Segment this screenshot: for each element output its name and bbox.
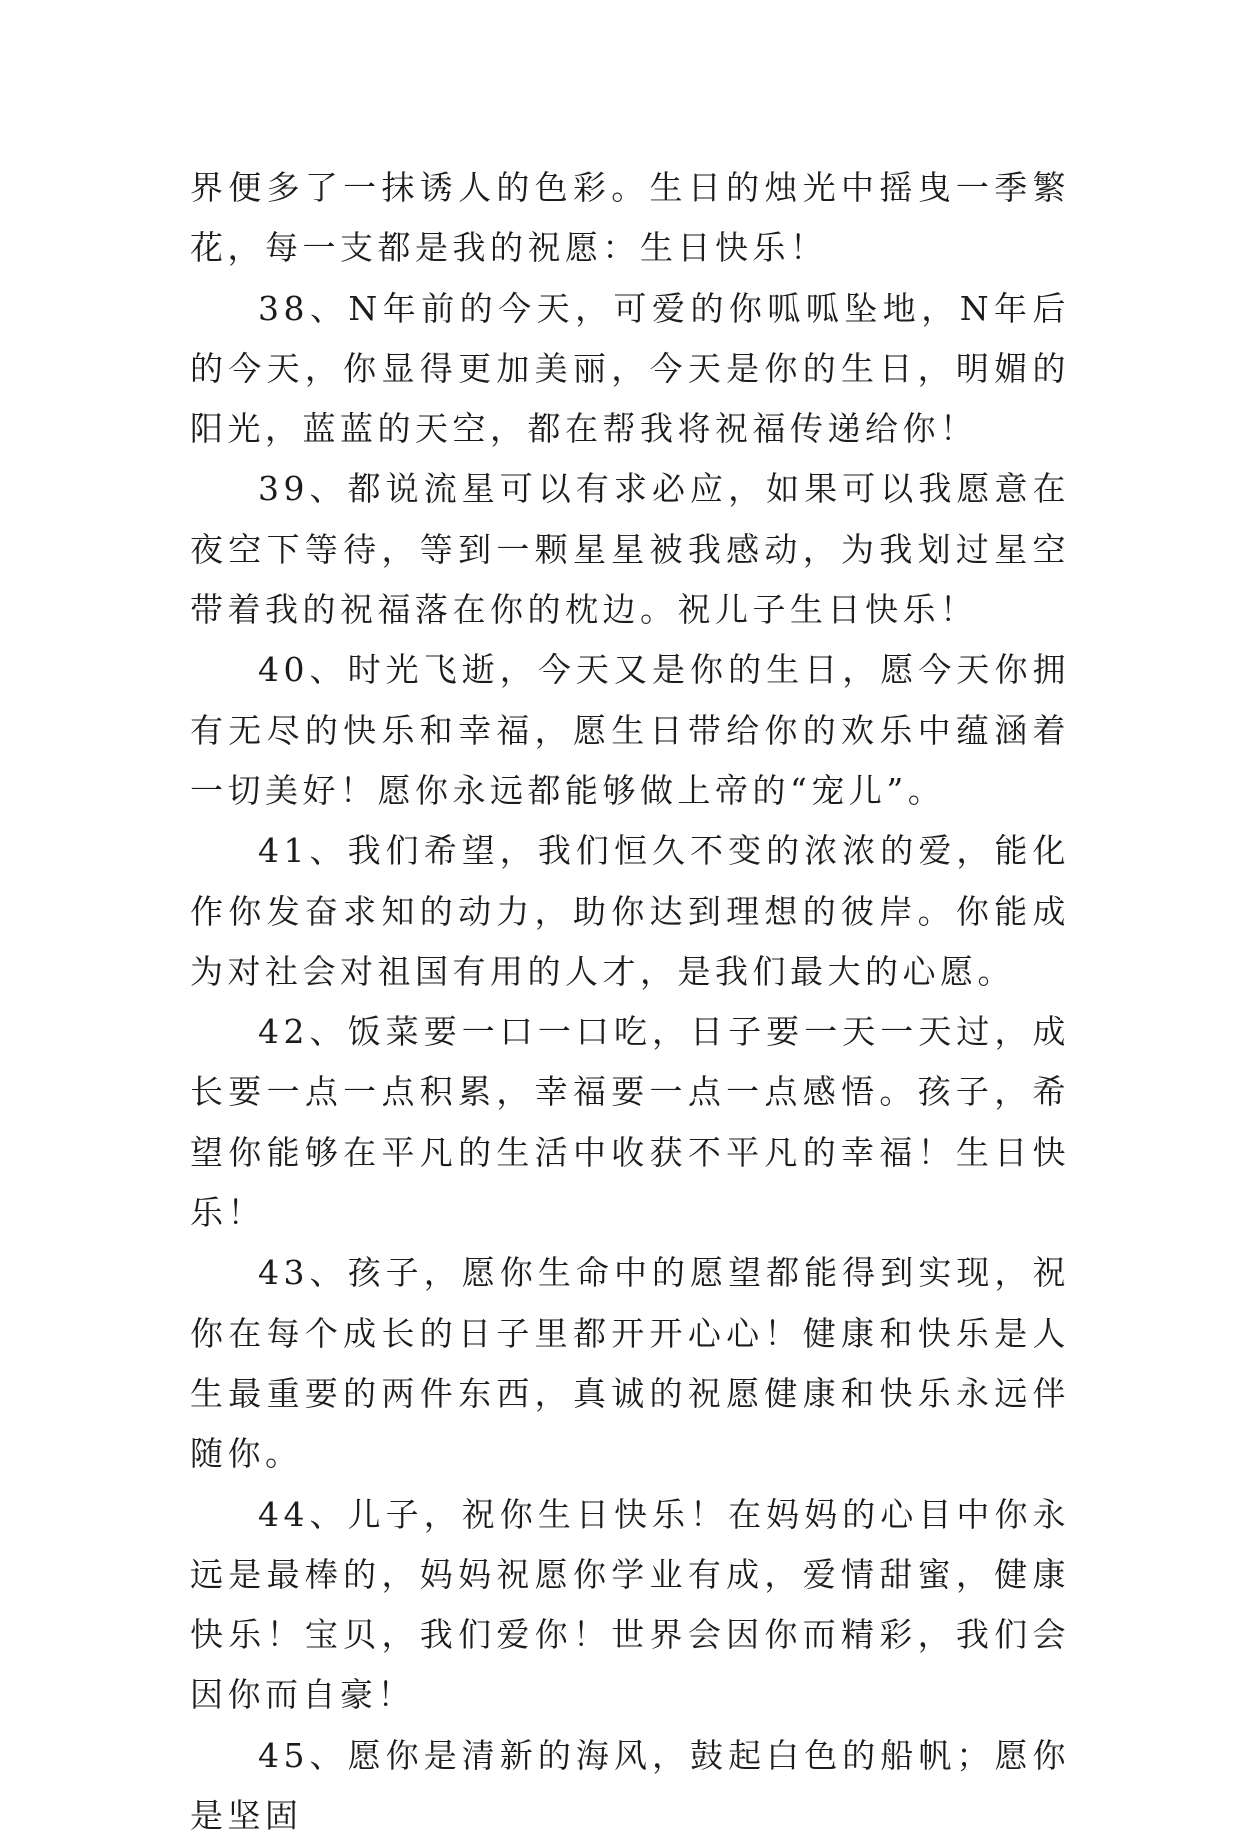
paragraph-42: 42、饭菜要一口一口吃，日子要一天一天过，成长要一点一点积累，幸福要一点一点感悟。孩子，希望你能够在平凡的生活中收获不平凡的幸福！生日快乐！ <box>190 1012 1070 1233</box>
document-body <box>190 158 1070 1846</box>
paragraph-38: 38、N年前的今天，可爱的你呱呱坠地，N年后的今天，你显得更加美丽，今天是你的生日，明媚的阳光，蓝蓝的天空，都在帮我将祝福传递给你！ <box>190 288 1070 449</box>
paragraph-41: 41、我们希望，我们恒久不变的浓浓的爱，能化作你发奋求知的动力，助你达到理想的彼岸。你能成为对社会对祖国有用的人才，是我们最大的心愿。 <box>190 831 1070 991</box>
paragraph-39: 39、都说流星可以有求必应，如果可以我愿意在夜空下等待，等到一颗星星被我感动，为我划过星空带着我的祝福落在你的枕边。祝儿子生日快乐！ <box>190 469 1070 630</box>
paragraph-continuation: 界便多了一抹诱人的色彩。生日的烛光中摇曳一季繁花，每一支都是我的祝愿：生日快乐！ <box>190 168 1070 268</box>
paragraph-40: 40、时光飞逝，今天又是你的生日，愿今天你拥有无尽的快乐和幸福，愿生日带给你的欢乐中蕴涵着一切美好！愿你永远都能够做上帝的“宠儿”。 <box>190 650 1070 810</box>
paragraph-44: 44、儿子，祝你生日快乐！在妈妈的心目中你永远是最棒的，妈妈祝愿你学业有成，爱情甜蜜，健康快乐！宝贝，我们爱你！世界会因你而精彩，我们会因你而自豪！ <box>190 1494 1070 1715</box>
paragraph-43: 43、孩子，愿你生命中的愿望都能得到实现，祝你在每个成长的日子里都开开心心！健康和快乐是人生最重要的两件东西，真诚的祝愿健康和快乐永远伴随你。 <box>190 1253 1070 1474</box>
paragraph-45: 45、愿你是清新的海风，鼓起白色的船帆；愿你是坚固 <box>190 1735 1070 1836</box>
